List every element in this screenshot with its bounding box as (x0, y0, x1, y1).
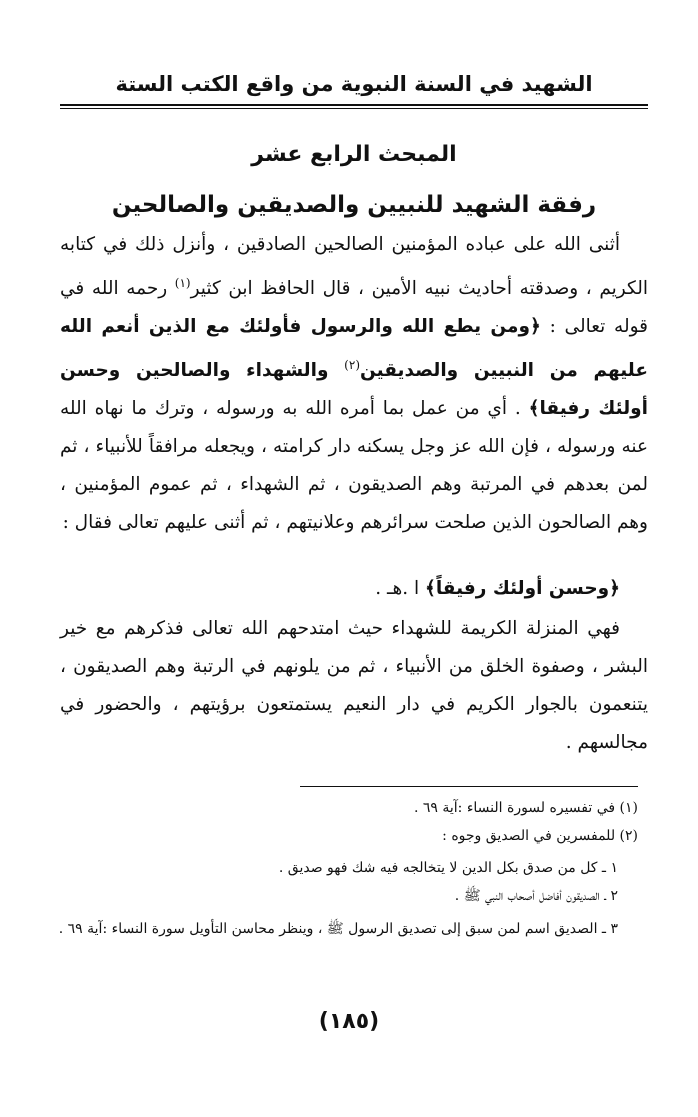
section-subtitle: رفقة الشهيد للنبيين والصديقين والصالحين (111, 192, 597, 218)
verse-line-suffix: ا .هـ . (375, 578, 425, 599)
footnote-2-item-1: ١ ـ كل من صدق بكل الدين لا يتخالجه فيه شك فهو صديق . (278, 860, 618, 876)
header-divider-thin (60, 108, 648, 109)
paragraph-1-commentary: . أي من عمل بما أمره الله به ورسوله ، وترك ما نهاه الله عنه ورسوله ، فإن الله عز وجل يسكنه دار كرامته ، ويجعله مرافقاً للأنبياء ، ثم لمن بعدهم في المرتبة وهم الصديقون ، ثم الشهداء ، ثم عموم المؤمنين ، وهم الصالحون الذين صلحت سرائرهم وعلانيتهم ، ثم أثنى عليهم تعالى فقال : (60, 398, 648, 534)
quran-verse: ﴿ومن يطع الله والرسول فأولئك مع الذين أنعم الله عليهم من النبيين والصديقين (60, 316, 648, 382)
footnote-2: (٢) للمفسرين في الصديق وجوه : (442, 828, 638, 844)
footnote-ref-2: (٢) (344, 358, 360, 373)
header-divider (60, 104, 648, 106)
verse-line-verse: ﴿وحسن أولئك رفيقاً﴾ (424, 578, 620, 599)
quran-verse-end: والشهداء والصالحين وحسن أولئك رفيقا﴾ (60, 360, 648, 420)
paragraph-2: فهي المنزلة الكريمة للشهداء حيث امتدحهم الله تعالى فذكرهم مع خير البشر ، وصفوة الخلق من الأنبياء ، ثم من يلونهم في الرتبة وهم الصديقون ، يتنعمون بالجوار الكريم في دار النعيم يستمتعون برؤيتهم ، والحضور في مجالسهم . (60, 618, 648, 753)
section-title: المبحث الرابع عشر (251, 142, 457, 167)
footnote-separator (300, 786, 638, 787)
footnote-1: (١) في تفسيره لسورة النساء :آية ٦٩ . (413, 800, 638, 816)
footnote-2-item-3: ٣ ـ الصديق اسم لمن سبق إلى تصديق الرسول ﷺ ، وينظر محاسن التأويل سورة النساء :آية ٦٩ . (58, 921, 618, 937)
footnote-2-item-2: ٢ ـ الصديقون أفاضل أصحاب النبي ﷺ . (454, 888, 618, 904)
paragraph-1-lead: رحمه الله في قوله تعالى : (60, 278, 648, 338)
running-header: الشهيد في السنة النبوية من واقع الكتب الستة (115, 72, 593, 96)
footnote-ref-1: (١) (174, 276, 191, 290)
verse-line (60, 570, 648, 608)
page-number: (١٨٥) (318, 1009, 380, 1034)
paragraph-1 (60, 226, 648, 542)
paragraph-1-intro: أثنى الله على عباده المؤمنين الصالحين الصادقين ، وأنزل ذلك في كتابه الكريم ، وصدقته أحاديث نبيه الأمين ، قال الحافظ ابن كثير (60, 234, 648, 300)
